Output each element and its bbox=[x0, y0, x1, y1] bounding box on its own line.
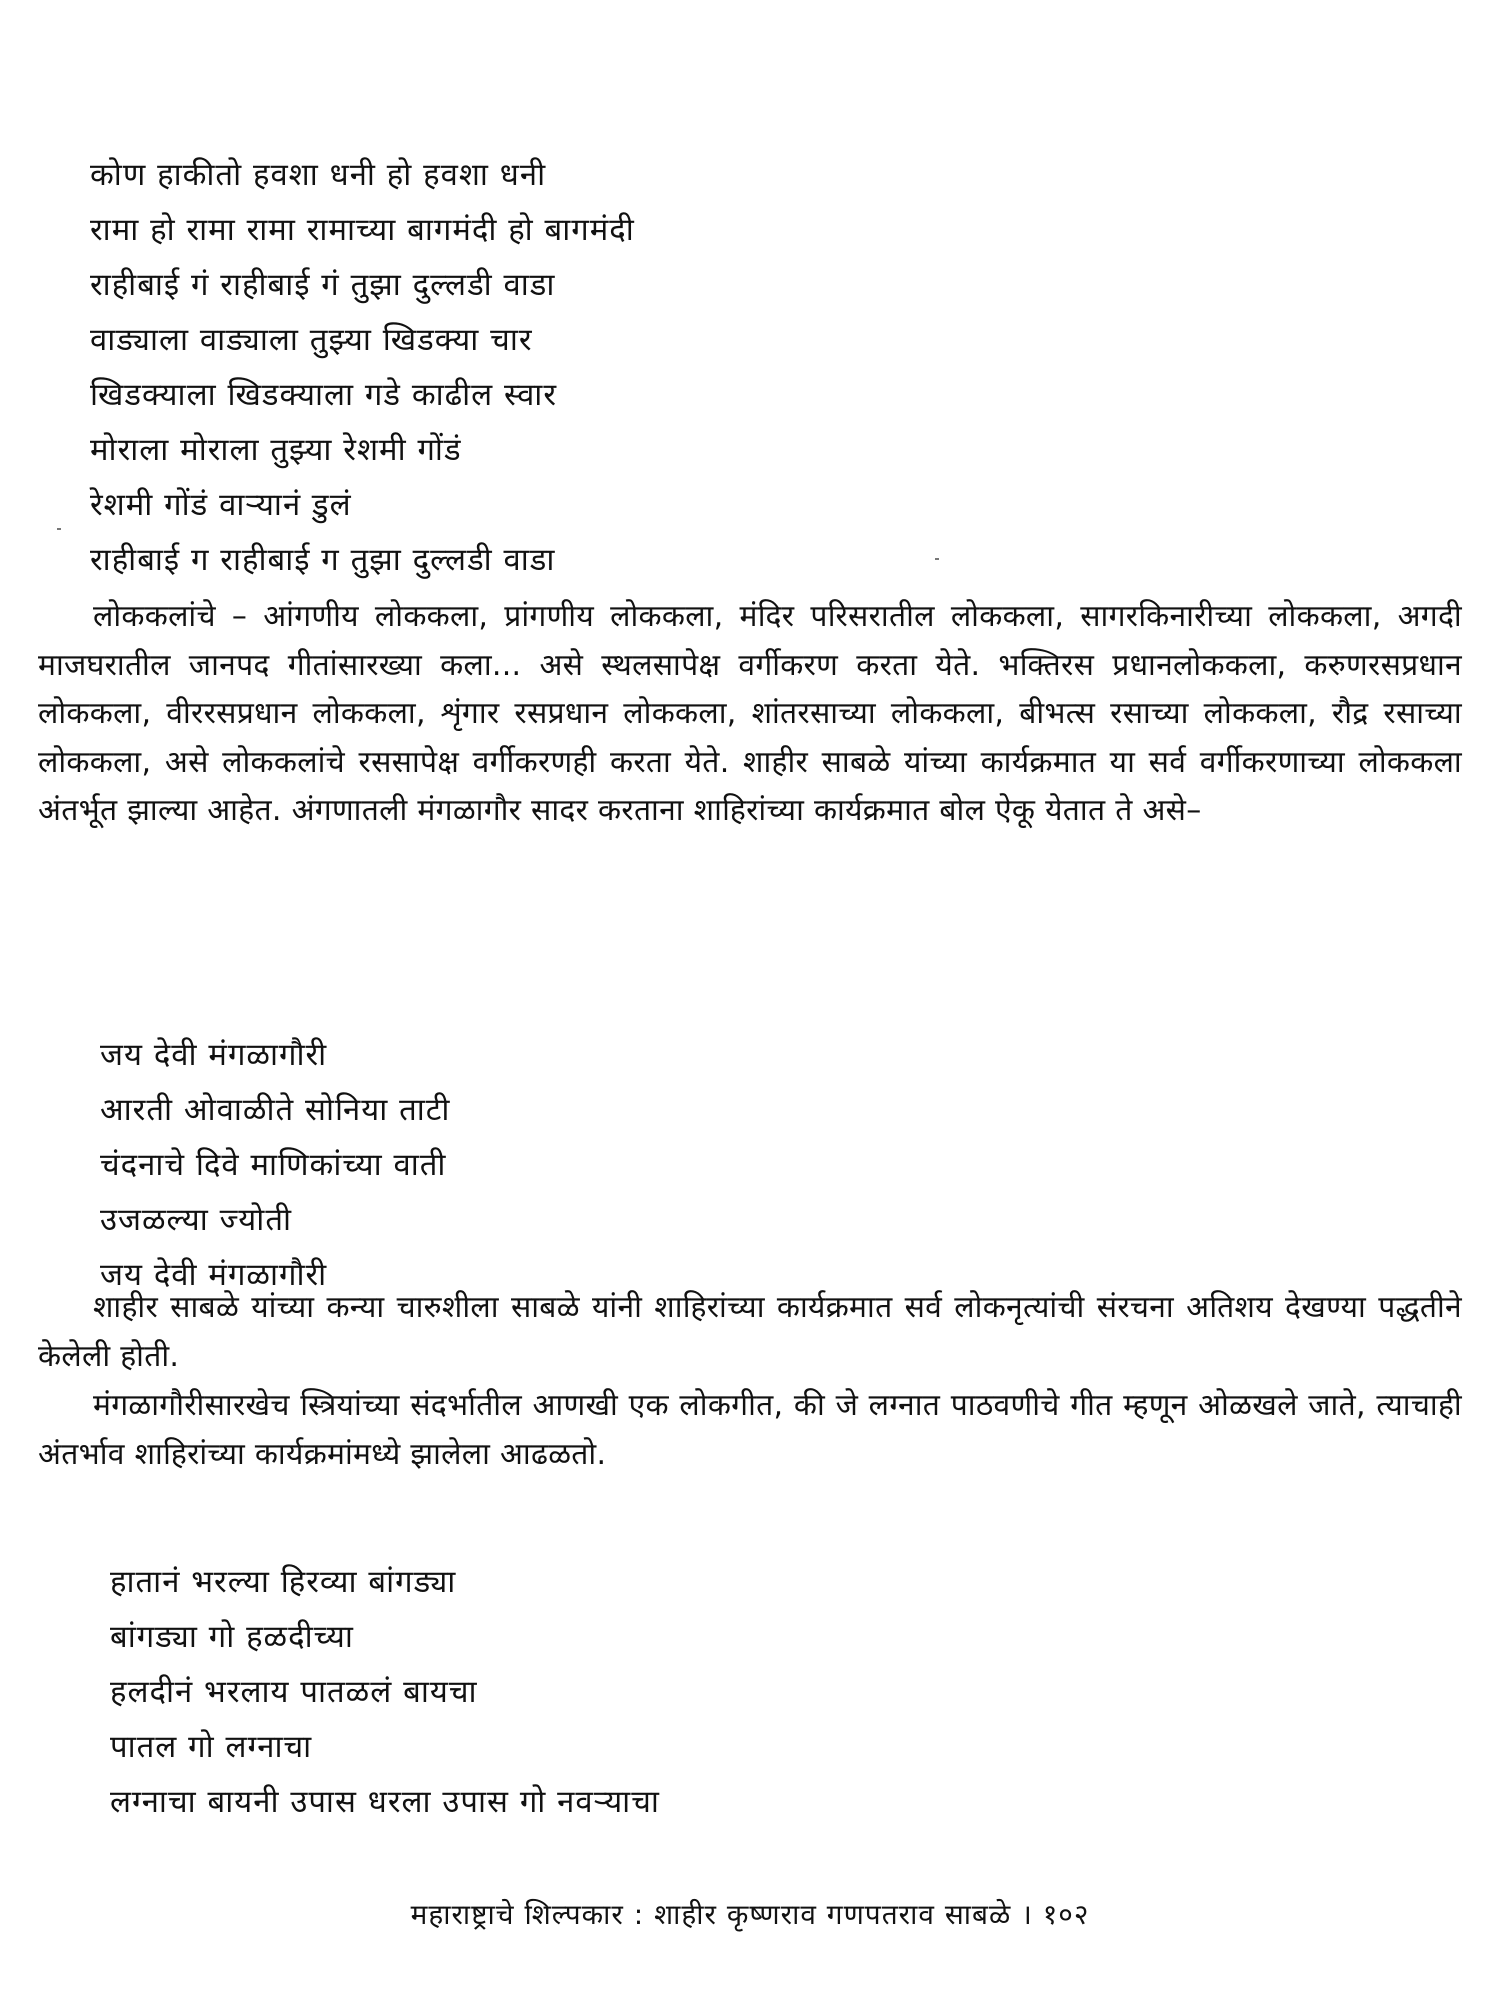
verse-line: जय देवी मंगळागौरी bbox=[100, 1037, 328, 1073]
paragraph-folk-art-classification: लोककलांचे – आंगणीय लोककला, प्रांगणीय लोककला, मंदिर परिसरातील लोककला, सागरकिनारीच्या लोककला, अगदी माजघरातील जानपद गीतांसारख्या कला... असे स्थलसापेक्ष वर्गीकरण करता येते. भक्तिरस प्रधानलोककला, करुणरसप्रधान लोककला, वीररसप्रधान लोककला, शृंगार रसप्रधान लोककला, शांतरसाच्या लोककला, बीभत्स रसाच्या लोककला, रौद्र रसाच्या लोककला, असे लोककलांचे रससापेक्ष वर्गीकरणही करता येते. शाहीर साबळे यांच्या कार्यक्रमात या सर्व वर्गीकरणाच्या लोककला अंतर्भूत झाल्या आहेत. अंगणातली मंगळागौर सादर करताना शाहिरांच्या कार्यक्रमात बोल ऐकू येतात ते असे– bbox=[38, 599, 1462, 828]
paragraph-charushila-sable: शाहीर साबळे यांच्या कन्या चारुशीला साबळे यांनी शाहिरांच्या कार्यक्रमात सर्व लोकनृत्यांची संरचना अतिशय देखण्या पद्धतीने केलेली होती. bbox=[38, 1290, 1462, 1374]
verse-line: राहीबाई ग राहीबाई ग तुझा दुल्लडी वाडा bbox=[90, 542, 556, 578]
verse-line: मोराला मोराला तुझ्या रेशमी गोंडं bbox=[90, 432, 462, 468]
verse-line: हलदीनं भरलाय पातळलं बायचा bbox=[110, 1674, 478, 1710]
scan-speck bbox=[935, 558, 939, 560]
page-footer: महाराष्ट्राचे शिल्पकार : शाहीर कृष्णराव गणपतराव साबळे । १०२ bbox=[410, 1898, 1090, 1931]
verse-line: वाड्याला वाड्याला तुझ्या खिडक्या चार bbox=[90, 322, 533, 358]
verse-line: आरती ओवाळीते सोनिया ताटी bbox=[100, 1092, 451, 1128]
scan-speck bbox=[57, 528, 61, 530]
verse-line: जय देवी मंगळागौरी bbox=[100, 1257, 328, 1293]
verse-hirvya-bangdya bbox=[110, 1555, 1500, 1830]
verse-line: पातल गो लग्नाचा bbox=[110, 1729, 313, 1765]
verse-line: बांगड्या गो हळदीच्या bbox=[110, 1619, 354, 1655]
verse-mangalagauri bbox=[100, 1028, 1500, 1303]
verse-hawsha-dhani bbox=[90, 148, 1500, 588]
paragraph-wedding-song: मंगळागौरीसारखेच स्त्रियांच्या संदर्भातील आणखी एक लोकगीत, की जे लग्नात पाठवणीचे गीत म्हणून ओळखले जाते, त्याचाही अंतर्भाव शाहिरांच्या कार्यक्रमांमध्ये झालेला आढळतो. bbox=[38, 1388, 1462, 1472]
verse-line: रेशमी गोंडं वाऱ्यानं डुलं bbox=[90, 487, 352, 523]
verse-line: कोण हाकीतो हवशा धनी हो हवशा धनी bbox=[90, 157, 547, 193]
verse-line: रामा हो रामा रामा रामाच्या बागमंदी हो बागमंदी bbox=[90, 212, 635, 248]
verse-line: चंदनाचे दिवे माणिकांच्या वाती bbox=[100, 1147, 447, 1183]
verse-line: लग्नाचा बायनी उपास धरला उपास गो नवऱ्याचा bbox=[110, 1784, 660, 1820]
verse-line: राहीबाई गं राहीबाई गं तुझा दुल्लडी वाडा bbox=[90, 267, 556, 303]
verse-line: हातानं भरल्या हिरव्या बांगड्या bbox=[110, 1564, 457, 1600]
verse-line: खिडक्याला खिडक्याला गडे काढील स्वार bbox=[90, 377, 558, 413]
verse-line: उजळल्या ज्योती bbox=[100, 1202, 293, 1238]
